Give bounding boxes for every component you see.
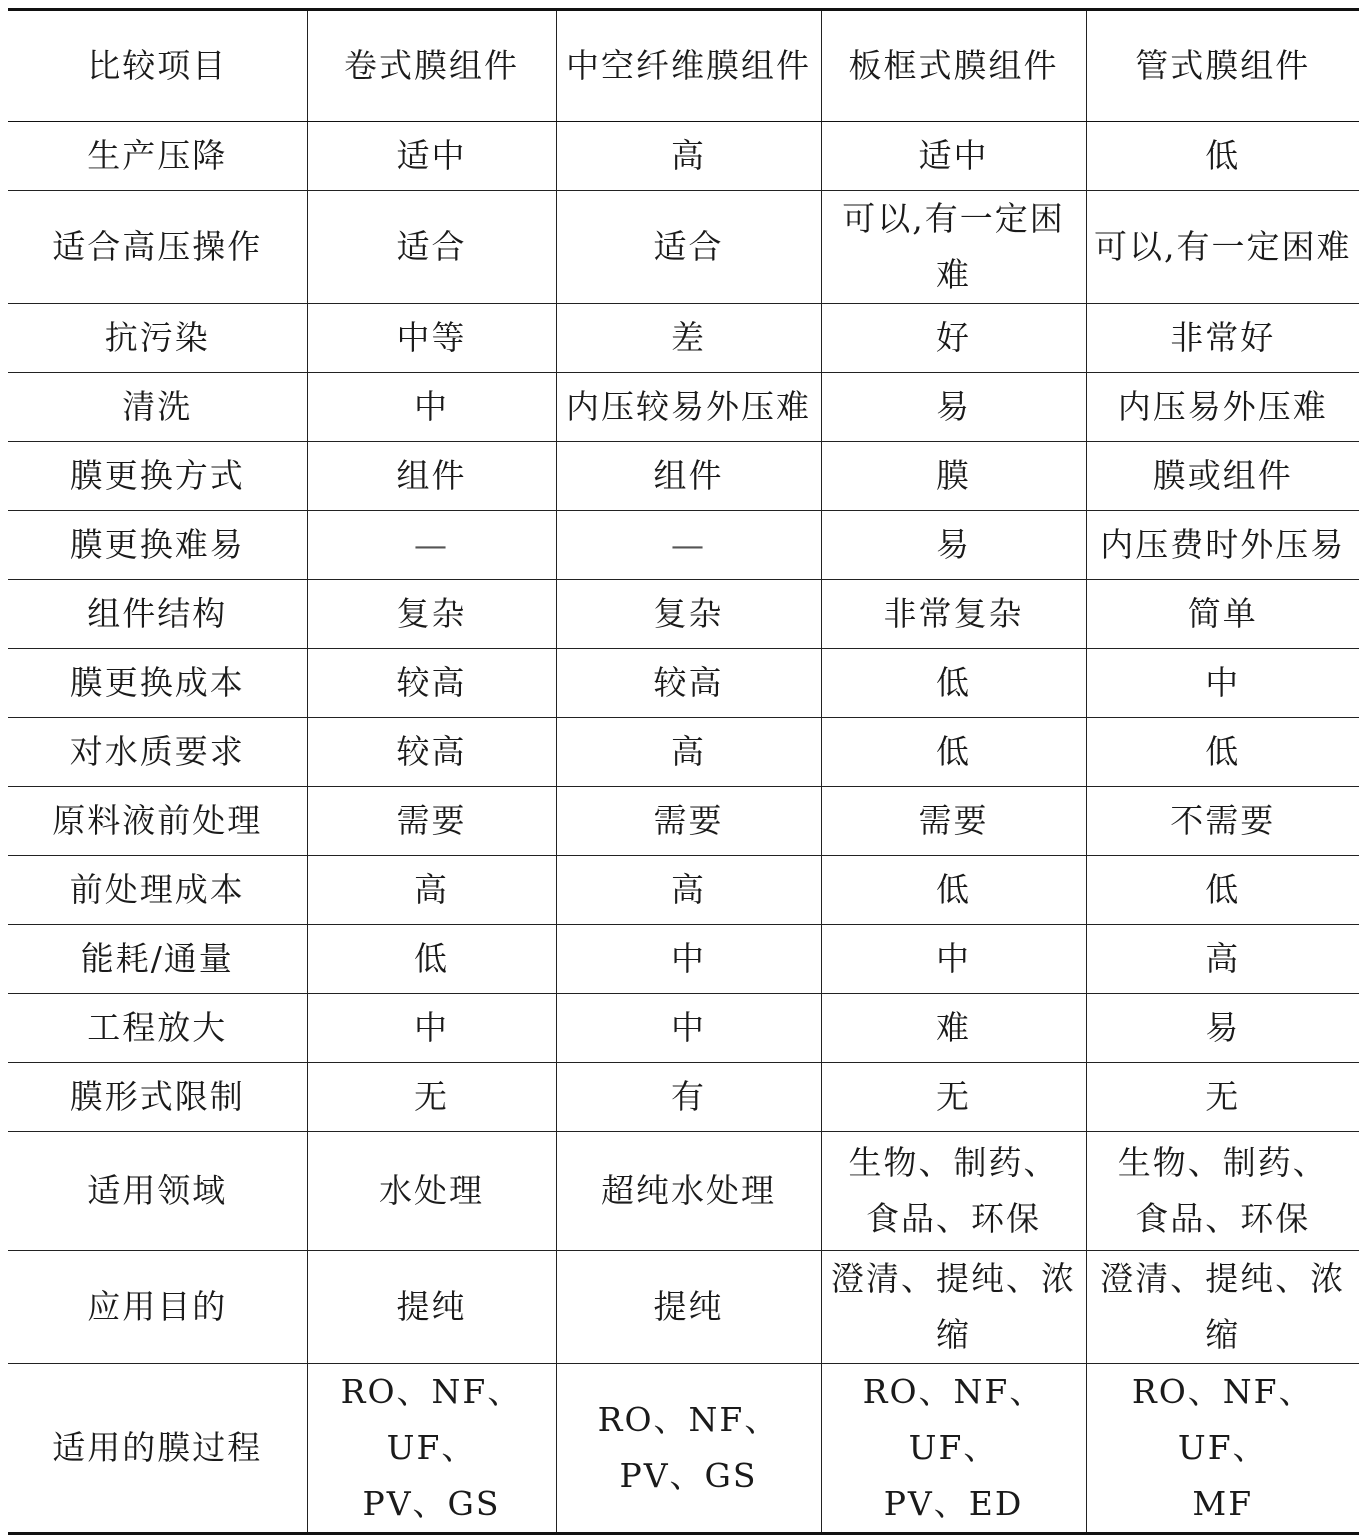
row-label: 组件结构 (8, 580, 307, 649)
table-cell: 水处理 (307, 1132, 556, 1251)
table-cell: 难 (821, 994, 1086, 1063)
table-cell: RO、NF、 PV、GS (556, 1364, 821, 1534)
table-cell: RO、NF、UF、 MF (1086, 1364, 1359, 1534)
table-cell: 生物、制药、 食品、环保 (1086, 1132, 1359, 1251)
table-row (8, 373, 1359, 442)
row-label: 对水质要求 (8, 718, 307, 787)
table-row (8, 442, 1359, 511)
row-label: 前处理成本 (8, 856, 307, 925)
table-cell: 高 (1086, 925, 1359, 994)
row-label: 工程放大 (8, 994, 307, 1063)
table-row (8, 580, 1359, 649)
table-cell: 中 (556, 994, 821, 1063)
table-cell: 复杂 (307, 580, 556, 649)
table-row (8, 718, 1359, 787)
table-cell: 低 (1086, 856, 1359, 925)
table-cell: RO、NF、UF、 PV、ED (821, 1364, 1086, 1534)
row-label: 清洗 (8, 373, 307, 442)
table-cell: 需要 (556, 787, 821, 856)
table-cell: 中 (307, 373, 556, 442)
row-label: 膜更换成本 (8, 649, 307, 718)
table-cell: 低 (1086, 122, 1359, 191)
table-cell: 组件 (556, 442, 821, 511)
table-row (8, 122, 1359, 191)
table-row (8, 511, 1359, 580)
table-cell: 低 (821, 856, 1086, 925)
table-row (8, 191, 1359, 304)
table-header-row (8, 10, 1359, 122)
table-row (8, 925, 1359, 994)
table-cell: 提纯 (307, 1251, 556, 1364)
table-cell: 适合 (307, 191, 556, 304)
table-cell: 低 (1086, 718, 1359, 787)
table-cell: 膜 (821, 442, 1086, 511)
table-cell: RO、NF、UF、 PV、GS (307, 1364, 556, 1534)
table-cell: 组件 (307, 442, 556, 511)
row-label: 能耗/通量 (8, 925, 307, 994)
header-cell: 比较项目 (8, 10, 307, 122)
table-cell: 易 (821, 511, 1086, 580)
table-cell: 较高 (307, 649, 556, 718)
row-label: 生产压降 (8, 122, 307, 191)
table-cell: 生物、制药、 食品、环保 (821, 1132, 1086, 1251)
table-cell: 不需要 (1086, 787, 1359, 856)
table-cell: 无 (821, 1063, 1086, 1132)
table-cell: 好 (821, 304, 1086, 373)
table-row (8, 1063, 1359, 1132)
row-label: 抗污染 (8, 304, 307, 373)
header-cell: 板框式膜组件 (821, 10, 1086, 122)
table-cell: 内压较易外压难 (556, 373, 821, 442)
table-cell: 差 (556, 304, 821, 373)
table-cell: 高 (556, 122, 821, 191)
table-cell: 膜或组件 (1086, 442, 1359, 511)
row-label: 膜更换难易 (8, 511, 307, 580)
row-label: 适合高压操作 (8, 191, 307, 304)
table-cell: 中 (307, 994, 556, 1063)
row-label: 适用领域 (8, 1132, 307, 1251)
table-row (8, 649, 1359, 718)
table-cell: 低 (821, 718, 1086, 787)
table-cell: 澄清、提纯、浓缩 (1086, 1251, 1359, 1364)
row-label: 原料液前处理 (8, 787, 307, 856)
table-cell: 高 (556, 856, 821, 925)
row-label: 膜更换方式 (8, 442, 307, 511)
table-row (8, 1251, 1359, 1364)
header-cell: 中空纤维膜组件 (556, 10, 821, 122)
table-cell: — (307, 511, 556, 580)
table-cell: 无 (1086, 1063, 1359, 1132)
comparison-table-container (8, 8, 1359, 1535)
table-cell: 复杂 (556, 580, 821, 649)
membrane-module-comparison-table (8, 8, 1359, 1535)
table-cell: 适合 (556, 191, 821, 304)
table-cell: 易 (1086, 994, 1359, 1063)
table-cell: 可以,有一定困难 (821, 191, 1086, 304)
table-cell: 易 (821, 373, 1086, 442)
table-cell: 较高 (556, 649, 821, 718)
table-cell: 非常复杂 (821, 580, 1086, 649)
table-cell: 内压费时外压易 (1086, 511, 1359, 580)
table-cell: 高 (307, 856, 556, 925)
table-row (8, 994, 1359, 1063)
table-cell: 适中 (307, 122, 556, 191)
header-cell: 管式膜组件 (1086, 10, 1359, 122)
row-label: 应用目的 (8, 1251, 307, 1364)
table-cell: 无 (307, 1063, 556, 1132)
table-cell: 高 (556, 718, 821, 787)
table-cell: — (556, 511, 821, 580)
table-cell: 中等 (307, 304, 556, 373)
table-cell: 适中 (821, 122, 1086, 191)
row-label: 膜形式限制 (8, 1063, 307, 1132)
table-cell: 简单 (1086, 580, 1359, 649)
table-cell: 需要 (821, 787, 1086, 856)
table-cell: 较高 (307, 718, 556, 787)
table-cell: 内压易外压难 (1086, 373, 1359, 442)
table-cell: 非常好 (1086, 304, 1359, 373)
table-row (8, 1132, 1359, 1251)
row-label: 适用的膜过程 (8, 1364, 307, 1534)
table-row (8, 1364, 1359, 1534)
table-cell: 可以,有一定困难 (1086, 191, 1359, 304)
table-cell: 需要 (307, 787, 556, 856)
table-cell: 提纯 (556, 1251, 821, 1364)
table-cell: 中 (1086, 649, 1359, 718)
table-row (8, 304, 1359, 373)
table-cell: 澄清、提纯、浓缩 (821, 1251, 1086, 1364)
header-cell: 卷式膜组件 (307, 10, 556, 122)
table-row (8, 856, 1359, 925)
table-cell: 中 (556, 925, 821, 994)
table-cell: 超纯水处理 (556, 1132, 821, 1251)
table-cell: 中 (821, 925, 1086, 994)
table-cell: 低 (307, 925, 556, 994)
table-cell: 低 (821, 649, 1086, 718)
table-cell: 有 (556, 1063, 821, 1132)
table-row (8, 787, 1359, 856)
